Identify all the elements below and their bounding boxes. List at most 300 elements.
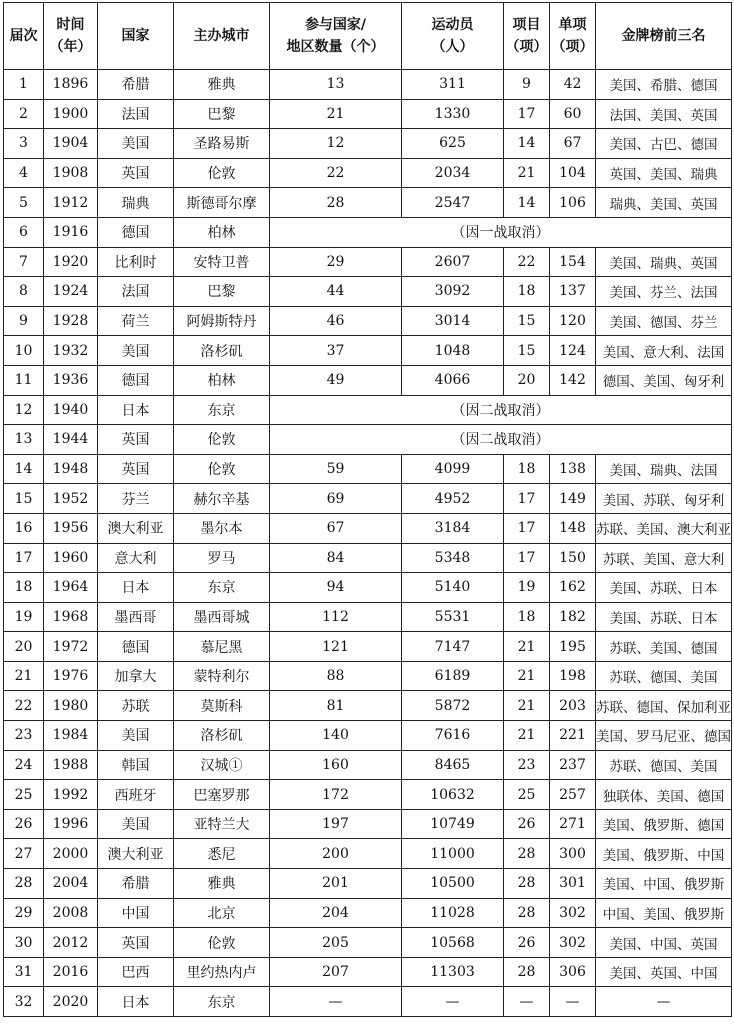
- cell-year: 1904: [44, 129, 98, 159]
- cell-nations: 205: [270, 928, 402, 958]
- cell-nations: 22: [270, 158, 402, 188]
- table-row: [4, 188, 732, 218]
- cell-country: 美国: [98, 129, 174, 159]
- cell-city: 里约热内卢: [174, 957, 270, 987]
- cell-year: 1912: [44, 188, 98, 218]
- cell-country: 荷兰: [98, 306, 174, 336]
- cell-edition: 31: [4, 957, 44, 987]
- cell-city: 斯德哥尔摩: [174, 188, 270, 218]
- header-athletes-line1: 运动员: [431, 17, 474, 33]
- header-nations-line1: 参与国家/: [304, 17, 367, 33]
- cell-year: 2000: [44, 839, 98, 869]
- cell-nations: 207: [270, 957, 402, 987]
- cell-medals: 美国、瑞典、法国: [596, 454, 732, 484]
- cell-athletes: 6189: [402, 661, 504, 691]
- cell-city: 洛杉矶: [174, 336, 270, 366]
- cell-sports: 14: [504, 188, 550, 218]
- cell-edition: 21: [4, 661, 44, 691]
- cell-city: 莫斯科: [174, 691, 270, 721]
- table-row: [4, 809, 732, 839]
- table-row: [4, 928, 732, 958]
- cell-country: 英国: [98, 158, 174, 188]
- table-row: [4, 632, 732, 662]
- header-sports: [504, 3, 550, 70]
- table-row: [4, 454, 732, 484]
- cell-nations: 46: [270, 306, 402, 336]
- cell-events: —: [550, 987, 596, 1017]
- cell-athletes: 2547: [402, 188, 504, 218]
- cell-year: 1968: [44, 602, 98, 632]
- header-country-label: 国家: [121, 28, 150, 44]
- cell-city: 北京: [174, 898, 270, 928]
- cell-sports: 20: [504, 365, 550, 395]
- cell-athletes: 11000: [402, 839, 504, 869]
- cell-events: 300: [550, 839, 596, 869]
- cell-events: 148: [550, 513, 596, 543]
- cell-events: 106: [550, 188, 596, 218]
- cell-sports: 17: [504, 543, 550, 573]
- header-events-line2: （项）: [551, 39, 594, 55]
- cell-country: 巴西: [98, 957, 174, 987]
- cell-events: 60: [550, 99, 596, 129]
- cell-sports: 22: [504, 247, 550, 277]
- cell-edition: 26: [4, 809, 44, 839]
- cell-edition: 18: [4, 573, 44, 603]
- cell-note: （因一战取消）: [270, 217, 732, 247]
- cell-medals: 瑞典、美国、英国: [596, 188, 732, 218]
- cell-year: 1940: [44, 395, 98, 425]
- header-events: [550, 3, 596, 70]
- cell-edition: 15: [4, 484, 44, 514]
- cell-year: 2012: [44, 928, 98, 958]
- cell-nations: 49: [270, 365, 402, 395]
- cell-sports: 14: [504, 129, 550, 159]
- cell-edition: 28: [4, 869, 44, 899]
- table-row: [4, 543, 732, 573]
- cell-medals: 美国、希腊、德国: [596, 70, 732, 100]
- cell-medals: 美国、俄罗斯、德国: [596, 809, 732, 839]
- cell-year: 1960: [44, 543, 98, 573]
- cell-athletes: 4099: [402, 454, 504, 484]
- cell-nations: 204: [270, 898, 402, 928]
- cell-sports: —: [504, 987, 550, 1017]
- cell-country: 芬兰: [98, 484, 174, 514]
- cell-medals: 法国、美国、英国: [596, 99, 732, 129]
- cell-athletes: 2034: [402, 158, 504, 188]
- header-edition: [4, 3, 44, 70]
- cell-edition: 30: [4, 928, 44, 958]
- cell-nations: 140: [270, 721, 402, 751]
- table-row: [4, 306, 732, 336]
- cell-nations: 112: [270, 602, 402, 632]
- cell-city: 巴塞罗那: [174, 780, 270, 810]
- cell-nations: 197: [270, 809, 402, 839]
- cell-sports: 25: [504, 780, 550, 810]
- cell-medals: 美国、中国、英国: [596, 928, 732, 958]
- cell-year: 1900: [44, 99, 98, 129]
- cell-medals: 苏联、美国、澳大利亚: [596, 513, 732, 543]
- cell-city: 巴黎: [174, 99, 270, 129]
- cell-note: （因二战取消）: [270, 425, 732, 455]
- cell-edition: 4: [4, 158, 44, 188]
- cell-edition: 22: [4, 691, 44, 721]
- cell-country: 西班牙: [98, 780, 174, 810]
- cell-events: 221: [550, 721, 596, 751]
- cell-city: 柏林: [174, 217, 270, 247]
- header-athletes-line2: （人）: [431, 39, 474, 55]
- header-nations-line2: 地区数量（个）: [286, 39, 385, 55]
- cell-sports: 17: [504, 99, 550, 129]
- cell-nations: 201: [270, 869, 402, 899]
- cell-nations: 200: [270, 839, 402, 869]
- cell-sports: 28: [504, 869, 550, 899]
- header-year: [44, 3, 98, 70]
- cell-city: 东京: [174, 395, 270, 425]
- table-row: [4, 987, 732, 1017]
- cell-medals: 美国、罗马尼亚、德国: [596, 721, 732, 751]
- cell-country: 日本: [98, 395, 174, 425]
- table-body: [4, 70, 732, 1017]
- cell-medals: 苏联、美国、意大利: [596, 543, 732, 573]
- cell-sports: 26: [504, 809, 550, 839]
- cell-country: 瑞典: [98, 188, 174, 218]
- cell-events: 182: [550, 602, 596, 632]
- table-row: [4, 780, 732, 810]
- cell-year: 1924: [44, 277, 98, 307]
- cell-medals: 美国、苏联、日本: [596, 602, 732, 632]
- table-row: [4, 750, 732, 780]
- cell-city: 伦敦: [174, 454, 270, 484]
- cell-city: 巴黎: [174, 277, 270, 307]
- cell-country: 苏联: [98, 691, 174, 721]
- cell-city: 赫尔辛基: [174, 484, 270, 514]
- cell-medals: 苏联、美国、德国: [596, 632, 732, 662]
- cell-edition: 29: [4, 898, 44, 928]
- cell-year: 1956: [44, 513, 98, 543]
- cell-athletes: 7616: [402, 721, 504, 751]
- cell-medals: 英国、美国、瑞典: [596, 158, 732, 188]
- cell-city: 东京: [174, 573, 270, 603]
- cell-nations: 37: [270, 336, 402, 366]
- table-row: [4, 365, 732, 395]
- cell-sports: 9: [504, 70, 550, 100]
- header-sports-line2: （项）: [505, 39, 548, 55]
- cell-events: 162: [550, 573, 596, 603]
- cell-medals: 美国、英国、中国: [596, 957, 732, 987]
- cell-medals: 美国、古巴、德国: [596, 129, 732, 159]
- cell-sports: 21: [504, 721, 550, 751]
- cell-country: 英国: [98, 425, 174, 455]
- table-row: [4, 573, 732, 603]
- cell-country: 日本: [98, 573, 174, 603]
- cell-nations: 13: [270, 70, 402, 100]
- cell-city: 慕尼黑: [174, 632, 270, 662]
- table-row: [4, 158, 732, 188]
- table-row: [4, 661, 732, 691]
- cell-year: 1984: [44, 721, 98, 751]
- cell-athletes: 5872: [402, 691, 504, 721]
- cell-athletes: 7147: [402, 632, 504, 662]
- cell-country: 比利时: [98, 247, 174, 277]
- table-row: [4, 277, 732, 307]
- cell-city: 伦敦: [174, 928, 270, 958]
- cell-edition: 7: [4, 247, 44, 277]
- cell-edition: 1: [4, 70, 44, 100]
- cell-events: 257: [550, 780, 596, 810]
- cell-sports: 15: [504, 336, 550, 366]
- cell-edition: 12: [4, 395, 44, 425]
- cell-year: 1972: [44, 632, 98, 662]
- cell-city: 伦敦: [174, 425, 270, 455]
- cell-athletes: 10749: [402, 809, 504, 839]
- cell-sports: 17: [504, 484, 550, 514]
- cell-edition: 19: [4, 602, 44, 632]
- cell-year: 1936: [44, 365, 98, 395]
- table-row: [4, 721, 732, 751]
- cell-year: 1952: [44, 484, 98, 514]
- cell-year: 1996: [44, 809, 98, 839]
- cell-events: 306: [550, 957, 596, 987]
- cell-country: 日本: [98, 987, 174, 1017]
- cell-country: 美国: [98, 721, 174, 751]
- table-row: [4, 513, 732, 543]
- cell-medals: 苏联、德国、保加利亚: [596, 691, 732, 721]
- cell-medals: 美国、德国、芬兰: [596, 306, 732, 336]
- header-edition-label: 届次: [9, 28, 38, 44]
- cell-sports: 28: [504, 957, 550, 987]
- table-row: [4, 839, 732, 869]
- cell-nations: 88: [270, 661, 402, 691]
- cell-sports: 28: [504, 839, 550, 869]
- cell-events: 301: [550, 869, 596, 899]
- cell-edition: 9: [4, 306, 44, 336]
- cell-athletes: —: [402, 987, 504, 1017]
- cell-year: 1932: [44, 336, 98, 366]
- cell-country: 美国: [98, 809, 174, 839]
- cell-city: 亚特兰大: [174, 809, 270, 839]
- cell-edition: 20: [4, 632, 44, 662]
- cell-nations: 29: [270, 247, 402, 277]
- header-events-line1: 单项: [558, 17, 587, 33]
- cell-city: 雅典: [174, 869, 270, 899]
- cell-country: 美国: [98, 336, 174, 366]
- header-row: [4, 3, 732, 70]
- cell-athletes: 10500: [402, 869, 504, 899]
- cell-city: 罗马: [174, 543, 270, 573]
- cell-year: 1928: [44, 306, 98, 336]
- cell-year: 2020: [44, 987, 98, 1017]
- cell-year: 1976: [44, 661, 98, 691]
- cell-events: 154: [550, 247, 596, 277]
- cell-year: 1948: [44, 454, 98, 484]
- cell-events: 137: [550, 277, 596, 307]
- cell-edition: 32: [4, 987, 44, 1017]
- table-row: [4, 70, 732, 100]
- cell-events: 237: [550, 750, 596, 780]
- cell-athletes: 3014: [402, 306, 504, 336]
- table-row: [4, 691, 732, 721]
- cell-sports: 21: [504, 691, 550, 721]
- cell-sports: 26: [504, 928, 550, 958]
- cell-country: 法国: [98, 99, 174, 129]
- cell-year: 2004: [44, 869, 98, 899]
- cell-medals: 美国、瑞典、英国: [596, 247, 732, 277]
- cell-year: 1980: [44, 691, 98, 721]
- cell-nations: 59: [270, 454, 402, 484]
- cell-events: 138: [550, 454, 596, 484]
- cell-athletes: 5348: [402, 543, 504, 573]
- cell-year: 1964: [44, 573, 98, 603]
- cell-city: 伦敦: [174, 158, 270, 188]
- cell-edition: 3: [4, 129, 44, 159]
- header-year-line1: 时间: [56, 17, 85, 33]
- cell-country: 法国: [98, 277, 174, 307]
- cell-nations: 12: [270, 129, 402, 159]
- olympic-games-table: [3, 2, 732, 1017]
- cell-events: 198: [550, 661, 596, 691]
- cell-country: 澳大利亚: [98, 839, 174, 869]
- cell-sports: 18: [504, 454, 550, 484]
- header-sports-line1: 项目: [512, 17, 541, 33]
- cell-country: 希腊: [98, 869, 174, 899]
- cell-sports: 19: [504, 573, 550, 603]
- header-year-line2: （年）: [49, 39, 92, 55]
- cell-nations: 81: [270, 691, 402, 721]
- cell-nations: 160: [270, 750, 402, 780]
- cell-city: 圣路易斯: [174, 129, 270, 159]
- cell-athletes: 5531: [402, 602, 504, 632]
- cell-country: 希腊: [98, 70, 174, 100]
- header-medals-label: 金牌榜前三名: [621, 28, 706, 44]
- cell-athletes: 11303: [402, 957, 504, 987]
- cell-sports: 18: [504, 602, 550, 632]
- cell-country: 德国: [98, 365, 174, 395]
- cell-city: 悉尼: [174, 839, 270, 869]
- cell-nations: 69: [270, 484, 402, 514]
- cell-nations: 94: [270, 573, 402, 603]
- header-city-label: 主办城市: [193, 28, 250, 44]
- table-row: [4, 869, 732, 899]
- cell-edition: 17: [4, 543, 44, 573]
- table-row: [4, 395, 732, 425]
- cell-athletes: 8465: [402, 750, 504, 780]
- cell-country: 德国: [98, 217, 174, 247]
- cell-events: 142: [550, 365, 596, 395]
- table-row: [4, 247, 732, 277]
- cell-sports: 28: [504, 898, 550, 928]
- table-row: [4, 99, 732, 129]
- cell-medals: 中国、美国、俄罗斯: [596, 898, 732, 928]
- cell-city: 雅典: [174, 70, 270, 100]
- cell-athletes: 1330: [402, 99, 504, 129]
- cell-nations: 121: [270, 632, 402, 662]
- table-row: [4, 898, 732, 928]
- cell-year: 2016: [44, 957, 98, 987]
- cell-sports: 21: [504, 158, 550, 188]
- cell-sports: 21: [504, 632, 550, 662]
- cell-year: 1916: [44, 217, 98, 247]
- cell-medals: 美国、俄罗斯、中国: [596, 839, 732, 869]
- cell-edition: 11: [4, 365, 44, 395]
- cell-nations: 21: [270, 99, 402, 129]
- cell-medals: 德国、美国、匈牙利: [596, 365, 732, 395]
- cell-edition: 5: [4, 188, 44, 218]
- cell-city: 柏林: [174, 365, 270, 395]
- table-row: [4, 602, 732, 632]
- cell-athletes: 4952: [402, 484, 504, 514]
- cell-edition: 16: [4, 513, 44, 543]
- cell-edition: 10: [4, 336, 44, 366]
- cell-country: 意大利: [98, 543, 174, 573]
- cell-edition: 23: [4, 721, 44, 751]
- cell-nations: 44: [270, 277, 402, 307]
- cell-country: 英国: [98, 928, 174, 958]
- cell-athletes: 5140: [402, 573, 504, 603]
- cell-events: 104: [550, 158, 596, 188]
- cell-medals: 美国、芬兰、法国: [596, 277, 732, 307]
- cell-country: 加拿大: [98, 661, 174, 691]
- header-country: [98, 3, 174, 70]
- cell-medals: 苏联、德国、美国: [596, 661, 732, 691]
- cell-note: （因二战取消）: [270, 395, 732, 425]
- cell-athletes: 1048: [402, 336, 504, 366]
- table-row: [4, 484, 732, 514]
- cell-nations: 28: [270, 188, 402, 218]
- cell-edition: 25: [4, 780, 44, 810]
- cell-city: 阿姆斯特丹: [174, 306, 270, 336]
- cell-edition: 2: [4, 99, 44, 129]
- cell-events: 124: [550, 336, 596, 366]
- cell-country: 英国: [98, 454, 174, 484]
- cell-medals: 苏联、德国、美国: [596, 750, 732, 780]
- cell-athletes: 625: [402, 129, 504, 159]
- cell-city: 洛杉矶: [174, 721, 270, 751]
- cell-nations: 67: [270, 513, 402, 543]
- header-nations: [270, 3, 402, 70]
- cell-medals: 美国、意大利、法国: [596, 336, 732, 366]
- cell-sports: 21: [504, 661, 550, 691]
- cell-city: 墨尔本: [174, 513, 270, 543]
- cell-medals: 美国、苏联、匈牙利: [596, 484, 732, 514]
- table-row: [4, 129, 732, 159]
- cell-year: 1992: [44, 780, 98, 810]
- cell-edition: 6: [4, 217, 44, 247]
- cell-events: 203: [550, 691, 596, 721]
- cell-country: 墨西哥: [98, 602, 174, 632]
- table-row: [4, 336, 732, 366]
- cell-athletes: 3184: [402, 513, 504, 543]
- cell-year: 1920: [44, 247, 98, 277]
- cell-nations: 172: [270, 780, 402, 810]
- cell-sports: 15: [504, 306, 550, 336]
- cell-city: 东京: [174, 987, 270, 1017]
- header-medals: [596, 3, 732, 70]
- cell-medals: 美国、苏联、日本: [596, 573, 732, 603]
- cell-country: 中国: [98, 898, 174, 928]
- cell-sports: 17: [504, 513, 550, 543]
- cell-country: 韩国: [98, 750, 174, 780]
- cell-events: 271: [550, 809, 596, 839]
- cell-athletes: 10632: [402, 780, 504, 810]
- cell-edition: 14: [4, 454, 44, 484]
- cell-country: 德国: [98, 632, 174, 662]
- cell-athletes: 11028: [402, 898, 504, 928]
- table-row: [4, 425, 732, 455]
- cell-medals: —: [596, 987, 732, 1017]
- cell-city: 蒙特利尔: [174, 661, 270, 691]
- cell-athletes: 10568: [402, 928, 504, 958]
- cell-country: 澳大利亚: [98, 513, 174, 543]
